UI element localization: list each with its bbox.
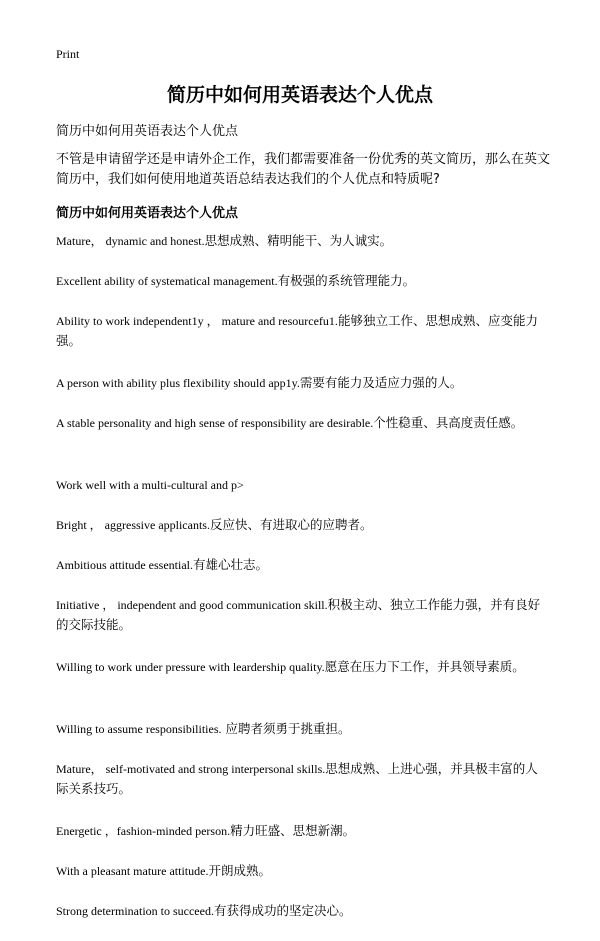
entry [56, 515, 548, 555]
entry-chinese: 有极强的系统管理能力。 [277, 273, 416, 288]
entry [56, 373, 548, 413]
entry [56, 413, 548, 475]
entry-chinese: 开朗成熟。 [208, 863, 271, 878]
entry-english: Ambitious attitude essential. [56, 558, 193, 572]
entry [56, 595, 548, 657]
subtitle: 简历中如何用英语表达个人优点 [56, 124, 239, 139]
entry-chinese: 积极主动、独立工作能力强，并有良好的交际技能。 [56, 597, 541, 632]
entry-english: With a pleasant mature attitude. [56, 864, 209, 878]
entry [56, 759, 548, 821]
entry-chinese: 有雄心壮志。 [192, 557, 268, 572]
entry-english: A stable personality and high sense of responsibility are desirable. [56, 416, 374, 430]
document-title: 简历中如何用英语表达个人优点 [166, 84, 433, 106]
entry-chinese: 愿意在压力下工作，并具领导素质。 [324, 659, 525, 674]
entry-english: Strong determination to succeed. [56, 904, 214, 918]
entry-english: Excellent ability of systematical management. [56, 274, 278, 288]
entry [56, 271, 548, 311]
entry [56, 719, 548, 759]
entry-english: Bright ， aggressive applicants. [56, 518, 210, 532]
entry-chinese: 需要有能力及适应力强的人。 [299, 375, 463, 390]
entry-english: Ability to work independent1y ， mature and resourcefu1. [56, 314, 338, 328]
entry-chinese: 有获得成功的坚定决心。 [213, 903, 352, 918]
entry [56, 657, 548, 719]
entry-english: Work well with a multi-cultural and p> [56, 478, 244, 492]
entry [56, 555, 548, 595]
entry-english: Willing to assume responsibilities. [56, 722, 222, 736]
entry [56, 861, 548, 901]
entry-english: Mature， dynamic and honest. [56, 234, 205, 248]
entry-english: A person with ability plus flexibility should app1y. [56, 376, 300, 390]
entry-chinese: 反应快、有进取心的应聘者。 [209, 517, 373, 532]
entry [56, 231, 548, 271]
intro-paragraph: 不管是申请留学还是申请外企工作，我们都需要准备一份优秀的英文简历，那么在英文简历中，我们如何使用地道英语总结表达我们的个人优点和特质呢? [56, 152, 551, 187]
entry [56, 311, 548, 373]
section-heading: 简历中如何用英语表达个人优点 [56, 206, 239, 221]
entry [56, 821, 548, 861]
entry-chinese: 思想成熟、精明能干、为人诚实。 [204, 233, 393, 248]
entry-english: Initiative ， independent and good communication skill. [56, 598, 328, 612]
entry-chinese: 精力旺盛、思想新潮。 [230, 823, 356, 838]
entry-english: Energetic ，fashion-minded person. [56, 824, 231, 838]
entry-english: Willing to work under pressure with leardership quality. [56, 660, 325, 674]
entry [56, 475, 548, 515]
entry-english: Mature， self-motivated and strong interpersonal skills. [56, 762, 326, 776]
entry-chinese: 思想成熟、上进心强，并具极丰富的人际关系技巧。 [56, 761, 538, 796]
entry-chinese: 个性稳重、具高度责任感。 [373, 415, 524, 430]
entry-chinese: 应聘者须勇于挑重担。 [221, 721, 351, 736]
entry-chinese: 能够独立工作、思想成熟、应变能力强。 [56, 313, 538, 348]
entry [56, 901, 548, 941]
entries-list [56, 231, 548, 941]
print-label: Print [56, 47, 80, 61]
